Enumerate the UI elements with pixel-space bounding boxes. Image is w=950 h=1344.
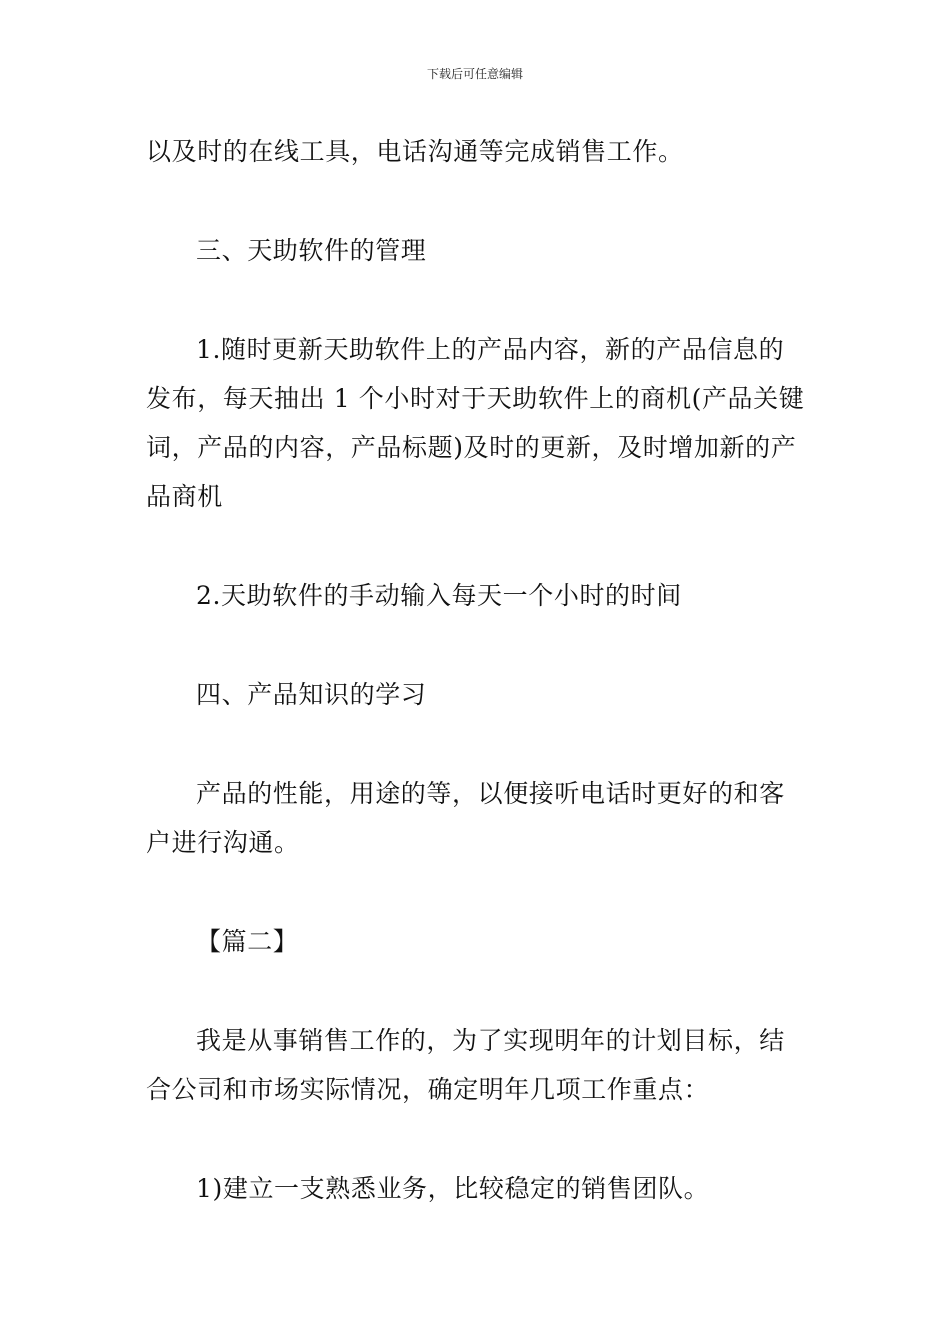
paragraph-gap [146,521,810,571]
paragraph-gap [146,719,810,769]
paragraph-gap [146,1114,810,1164]
section-heading-4 [146,670,810,719]
paragraph-line: 1)建立一支熟悉业务，比较稳定的销售团队。 [196,1174,710,1203]
paragraph-product-knowledge [146,769,810,867]
page-header: 下载后可任意编辑 [426,67,523,81]
paragraph-gap [146,867,810,917]
paragraph-line: 2.天助软件的手动输入每天一个小时的时间 [196,581,682,610]
paragraph-line: 1.随时更新天助软件上的产品内容，新的产品信息的 [196,335,785,364]
paragraph-gap [146,966,810,1016]
paragraph-line: 户进行沟通。 [146,828,300,857]
paragraph-1 [146,127,810,176]
section-heading-3 [146,226,810,275]
paragraph-gap [146,620,810,670]
paragraph-item-2 [146,571,810,620]
paragraph-item-1 [146,325,810,521]
paragraph-line: 【篇二】 [196,927,299,956]
document-body [146,127,810,1213]
paragraph-gap [146,275,810,325]
paragraph-point-1 [146,1164,810,1213]
paragraph-line: 品商机 [146,482,223,511]
paragraph-gap [146,176,810,226]
paragraph-line: 词，产品的内容，产品标题)及时的更新，及时增加新的产 [146,433,797,462]
paragraph-line: 我是从事销售工作的，为了实现明年的计划目标，结 [196,1026,785,1055]
paragraph-line: 以及时的在线工具，电话沟通等完成销售工作。 [146,137,684,166]
paragraph-line: 合公司和市场实际情况，确定明年几项工作重点： [146,1075,710,1104]
paragraph-line: 产品的性能，用途的等，以便接听电话时更好的和客 [196,779,785,808]
paragraph-intro [146,1016,810,1114]
paragraph-line: 四、产品知识的学习 [196,680,427,709]
paragraph-line: 发布，每天抽出 1 个小时对于天助软件上的商机(产品关键 [146,384,805,413]
chapter-heading [146,917,810,966]
paragraph-line: 三、天助软件的管理 [196,236,427,265]
